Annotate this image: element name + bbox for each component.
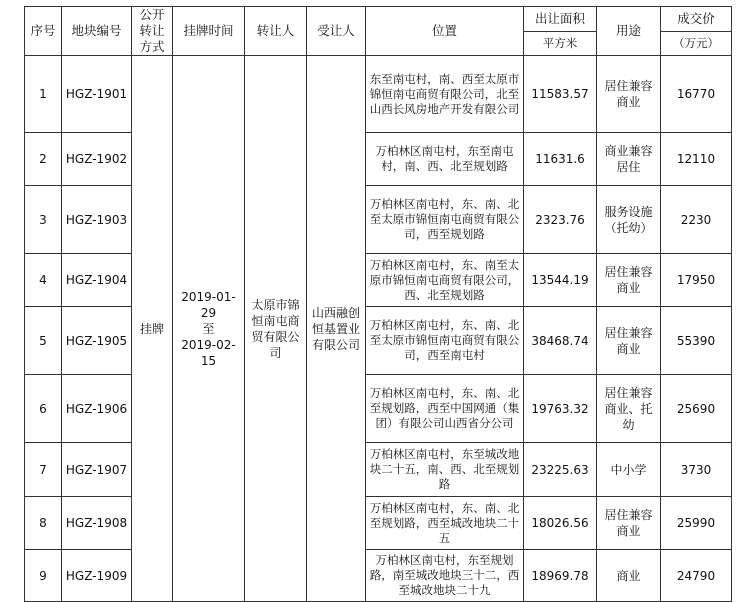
table-row [25, 254, 732, 307]
header-area-unit: 平方米 [524, 31, 597, 56]
cell-code: HGZ-1906 [62, 375, 132, 443]
header-price: 成交价 [661, 7, 732, 32]
cell-location: 万柏林区南屯村，东、南、北至规划路，西至中国网通（集团）有限公司山西省分公司 [366, 375, 524, 443]
cell-price: 2230 [661, 186, 732, 254]
header-method: 公开转让方式 [132, 7, 173, 56]
table-row [25, 56, 732, 133]
cell-code: HGZ-1909 [62, 550, 132, 602]
cell-location: 万柏林区南屯村，东至规划路，南至城改地块三十二，西至城改地块二十九 [366, 550, 524, 602]
table-row [25, 186, 732, 254]
cell-location: 万柏林区南屯村，东、南、北至规划路，西至城改地块二十五 [366, 497, 524, 550]
cell-area: 19763.32 [524, 375, 597, 443]
cell-location: 东至南屯村，南、西至太原市锦恒南屯商贸有限公司，北至山西长风房地产开发有限公司 [366, 56, 524, 133]
cell-transferor: 太原市锦恒南屯商贸有限公司 [245, 56, 307, 602]
cell-price: 24790 [661, 550, 732, 602]
cell-area: 11631.6 [524, 133, 597, 186]
listing-to: 至 [202, 321, 215, 336]
cell-listing-time [173, 56, 245, 602]
cell-usage: 居住兼容商业 [597, 56, 661, 133]
cell-seq: 3 [25, 186, 62, 254]
cell-code: HGZ-1905 [62, 307, 132, 375]
cell-price: 17950 [661, 254, 732, 307]
cell-location: 万柏林区南屯村，东、南至太原市锦恒南屯商贸有限公司，西、北至规划路 [366, 254, 524, 307]
cell-area: 18969.78 [524, 550, 597, 602]
header-transferor: 转让人 [245, 7, 307, 56]
header-location: 位置 [366, 7, 524, 56]
cell-code: HGZ-1907 [62, 443, 132, 497]
table-row [25, 497, 732, 550]
cell-usage: 中小学 [597, 443, 661, 497]
cell-price: 3730 [661, 443, 732, 497]
cell-usage: 居住兼容商业 [597, 307, 661, 375]
header-area: 出让面积 [524, 7, 597, 32]
cell-area: 13544.19 [524, 254, 597, 307]
cell-transferee: 山西融创恒基置业有限公司 [307, 56, 366, 602]
cell-seq: 4 [25, 254, 62, 307]
header-price-unit: （万元） [661, 31, 732, 56]
land-transfer-table [24, 6, 732, 602]
cell-usage: 居住兼容商业 [597, 254, 661, 307]
cell-price: 25990 [661, 497, 732, 550]
listing-start: 2019-01-29 [181, 289, 236, 320]
cell-location: 万柏林区南屯村，东、南、北至太原市锦恒南屯商贸有限公司，西至规划路 [366, 186, 524, 254]
cell-seq: 7 [25, 443, 62, 497]
cell-seq: 1 [25, 56, 62, 133]
cell-location: 万柏林区南屯村，东至南屯村，南、西、北至规划路 [366, 133, 524, 186]
cell-seq: 5 [25, 307, 62, 375]
cell-location: 万柏林区南屯村，东至城改地块二十五，南、西、北至规划路 [366, 443, 524, 497]
cell-price: 12110 [661, 133, 732, 186]
cell-price: 16770 [661, 56, 732, 133]
cell-usage: 商业兼容居住 [597, 133, 661, 186]
cell-area: 18026.56 [524, 497, 597, 550]
cell-method: 挂牌 [132, 56, 173, 602]
cell-usage: 居住兼容商业、托幼 [597, 375, 661, 443]
cell-usage: 服务设施（托幼） [597, 186, 661, 254]
cell-price: 55390 [661, 307, 732, 375]
cell-code: HGZ-1901 [62, 56, 132, 133]
table-row [25, 375, 732, 443]
table-row [25, 307, 732, 375]
cell-seq: 2 [25, 133, 62, 186]
table-row [25, 133, 732, 186]
cell-area: 23225.63 [524, 443, 597, 497]
cell-area: 11583.57 [524, 56, 597, 133]
table-row [25, 550, 732, 602]
cell-location: 万柏林区南屯村，东、南、北至太原市锦恒南屯商贸有限公司，西至南屯村 [366, 307, 524, 375]
cell-seq: 6 [25, 375, 62, 443]
cell-usage: 居住兼容商业 [597, 497, 661, 550]
header-seq: 序号 [25, 7, 62, 56]
cell-price: 25690 [661, 375, 732, 443]
cell-seq: 9 [25, 550, 62, 602]
header-usage: 用途 [597, 7, 661, 56]
cell-seq: 8 [25, 497, 62, 550]
header-code: 地块编号 [62, 7, 132, 56]
cell-area: 38468.74 [524, 307, 597, 375]
cell-usage: 商业 [597, 550, 661, 602]
listing-end: 2019-02-15 [181, 337, 236, 368]
header-transferee: 受让人 [307, 7, 366, 56]
cell-code: HGZ-1908 [62, 497, 132, 550]
cell-code: HGZ-1903 [62, 186, 132, 254]
cell-area: 2323.76 [524, 186, 597, 254]
table-row [25, 443, 732, 497]
cell-code: HGZ-1902 [62, 133, 132, 186]
header-listing-time: 挂牌时间 [173, 7, 245, 56]
cell-code: HGZ-1904 [62, 254, 132, 307]
